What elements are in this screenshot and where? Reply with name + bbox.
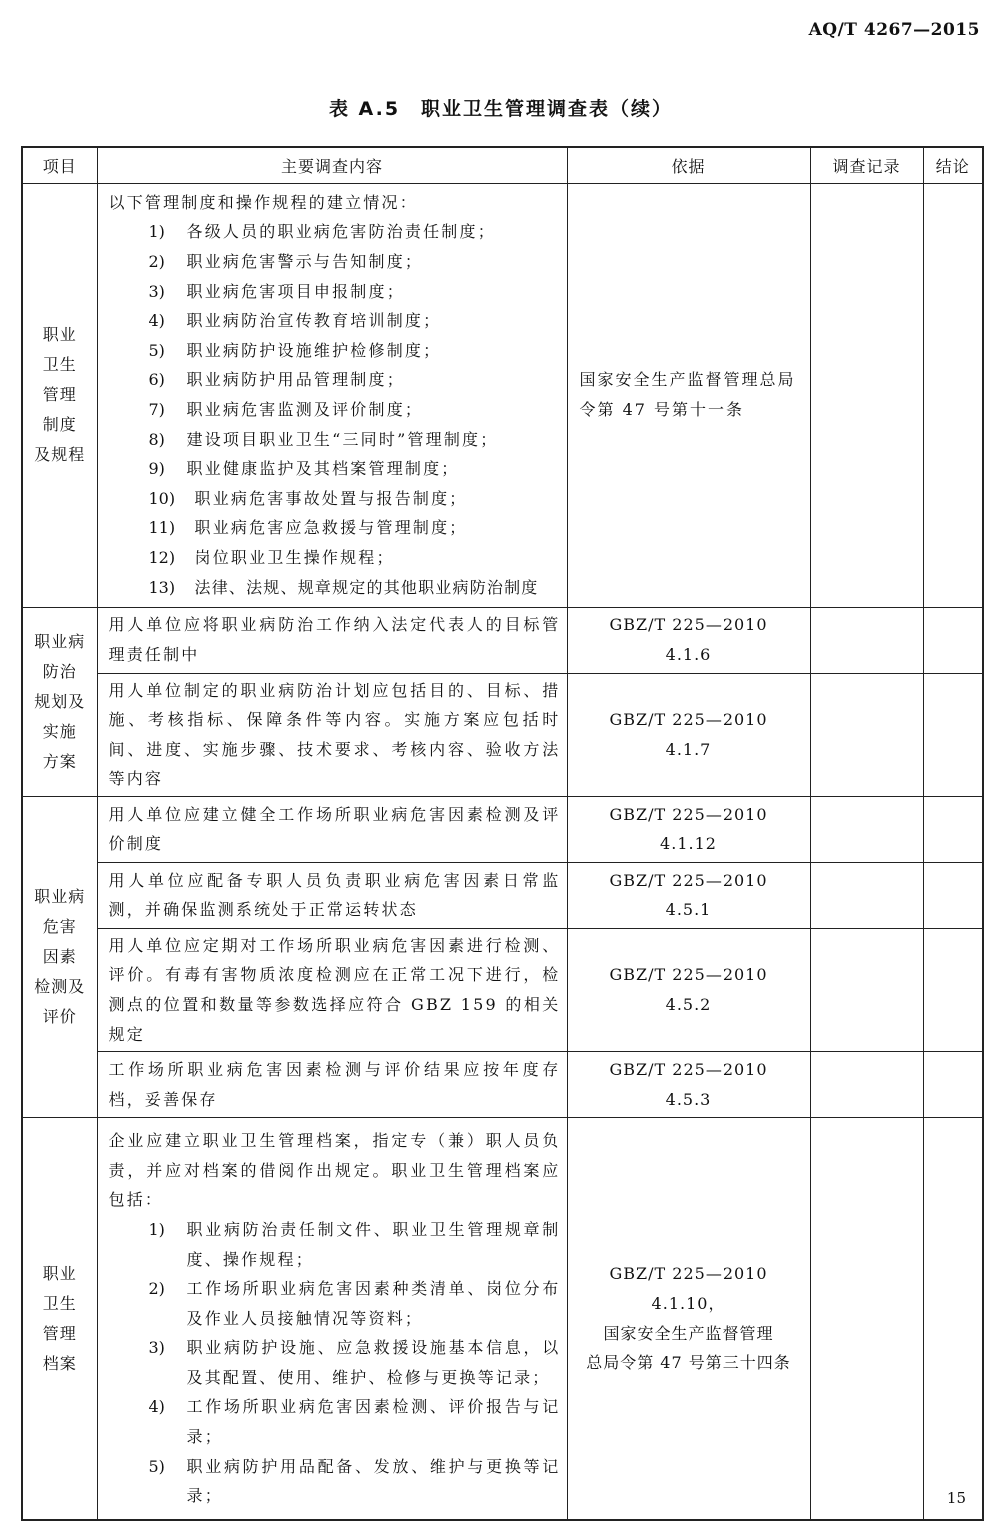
item-label: 职业病 危害 因素 检测及 评价 [34, 887, 86, 1027]
list-text: 岗位职业卫生操作规程； [194, 547, 395, 567]
content-text: 用人单位应将职业病防治工作纳入法定代表人的目标管理责任制中 [108, 615, 561, 664]
content-cell [97, 183, 567, 607]
basis-text: GBZ/T 225—2010 4.1.12 [609, 804, 768, 854]
list-number: 5) [148, 340, 165, 360]
list-item [149, 217, 561, 247]
list-item [149, 1452, 561, 1511]
column-header-basis: 依据 [567, 147, 810, 183]
list-item [149, 1392, 561, 1451]
basis-cell [567, 796, 810, 862]
content-text: 用人单位应定期对工作场所职业病危害因素进行检测、评价。有毒有害物质浓度检测应在正常工况下进行，检测点的位置和数量等参数选择应符合 GBZ 159 的相关规定 [108, 935, 561, 1044]
list-text: 职业健康监护及其档案管理制度； [186, 459, 460, 479]
survey-table [21, 146, 984, 1521]
list-number: 3) [148, 281, 165, 301]
list-item [149, 513, 561, 543]
list-text: 职业病防治宣传教育培训制度； [186, 311, 442, 331]
list-item [149, 543, 561, 573]
list-number: 7) [148, 400, 165, 419]
basis-cell [567, 928, 810, 1051]
content-text: 用人单位应建立健全工作场所职业病危害因素检测及评价制度 [108, 804, 561, 854]
list-item [149, 247, 561, 277]
table-row [22, 673, 983, 796]
content-list [109, 217, 561, 483]
content-cell [97, 796, 567, 862]
list-text: 职业病危害项目申报制度； [186, 281, 405, 301]
list-text: 职业病防护用品管理制度； [186, 370, 405, 390]
column-header-content: 主要调查内容 [97, 147, 567, 183]
item-cell [22, 1118, 97, 1520]
content-intro: 企业应建立职业卫生管理档案，指定专（兼）职人员负责，并应对档案的借阅作出规定。职业卫生管理档案应包括： [108, 1131, 561, 1210]
list-text: 工作场所职业病危害因素检测、评价报告与记录； [186, 1397, 561, 1447]
list-text: 职业病防护用品配备、发放、维护与更换等记录； [186, 1456, 561, 1506]
content-cell [97, 673, 567, 796]
list-item [149, 277, 561, 307]
list-text: 工作场所职业病危害因素种类清单、岗位分布及作业人员接触情况等资料； [186, 1279, 561, 1328]
record-cell [810, 862, 923, 928]
content-cell [97, 1052, 567, 1118]
list-item [149, 365, 561, 395]
conclusion-cell [923, 1052, 983, 1118]
table-row [22, 183, 983, 607]
list-number: 11) [148, 518, 176, 538]
list-number: 6) [148, 370, 165, 390]
list-item [149, 1274, 561, 1333]
item-label: 职业 卫生 管理 制度 及规程 [34, 325, 86, 464]
list-text: 职业病危害事故处置与报告制度； [194, 488, 468, 508]
page-number: 15 [946, 1489, 966, 1507]
list-text: 建设项目职业卫生“三同时”管理制度； [186, 429, 499, 449]
basis-text: GBZ/T 225—2010 4.1.7 [609, 710, 768, 759]
list-text: 职业病防护设施维护检修制度； [186, 340, 442, 360]
list-item [149, 484, 561, 514]
standard-number: AQ/T 4267—2015 [808, 20, 980, 40]
content-cell [97, 1118, 567, 1520]
basis-text: 国家安全生产监督管理总局令第 47 号第十一条 [579, 370, 796, 419]
item-cell [22, 607, 97, 796]
list-text: 职业病危害应急救援与管理制度； [194, 518, 468, 538]
list-number: 2) [148, 252, 165, 272]
record-cell [810, 928, 923, 1051]
list-item [149, 573, 561, 603]
basis-cell [567, 183, 810, 607]
content-intro: 以下管理制度和操作规程的建立情况： [108, 192, 418, 212]
list-item [149, 395, 561, 425]
conclusion-cell [923, 673, 983, 796]
list-number: 4) [148, 1397, 165, 1417]
table-row [22, 1052, 983, 1118]
item-label: 职业病 防治 规划及 实施 方案 [34, 631, 86, 771]
item-cell [22, 183, 97, 607]
content-text: 用人单位制定的职业病防治计划应包括目的、目标、措施、考核指标、保障条件等内容。实施方案应包括时间、进度、实施步骤、技术要求、考核内容、验收方法等内容 [108, 680, 561, 789]
list-number: 3) [148, 1338, 165, 1358]
basis-text: GBZ/T 225—2010 4.1.6 [609, 615, 768, 664]
list-number: 4) [148, 311, 165, 331]
conclusion-cell [923, 796, 983, 862]
conclusion-cell [923, 1118, 983, 1520]
list-text: 各级人员的职业病危害防治责任制度； [186, 222, 496, 242]
basis-text: GBZ/T 225—2010 4.1.10， 国家安全生产监督管理 总局令第 47 号第三十四条 [586, 1264, 791, 1373]
list-item [149, 1215, 561, 1274]
table-header-row [22, 147, 983, 183]
record-cell [810, 183, 923, 607]
basis-cell [567, 673, 810, 796]
conclusion-cell [923, 183, 983, 607]
list-item [149, 306, 561, 336]
basis-cell [567, 862, 810, 928]
list-number: 1) [148, 222, 165, 242]
table-row [22, 928, 983, 1051]
column-header-item: 项目 [22, 147, 97, 183]
list-item [149, 1333, 561, 1392]
list-number: 10) [148, 488, 176, 508]
item-label: 职业 卫生 管理 档案 [42, 1263, 77, 1373]
table-row [22, 862, 983, 928]
basis-cell [567, 1118, 810, 1520]
list-item [149, 336, 561, 366]
list-text: 职业病危害监测及评价制度； [186, 400, 424, 419]
conclusion-cell [923, 928, 983, 1051]
list-text: 法律、法规、规章规定的其他职业病防治制度 [194, 577, 539, 597]
content-cell [97, 928, 567, 1051]
content-list [109, 484, 561, 602]
content-cell [97, 607, 567, 673]
basis-text: GBZ/T 225—2010 4.5.1 [609, 870, 768, 920]
record-cell [810, 1052, 923, 1118]
list-number: 2) [148, 1279, 165, 1299]
list-number: 9) [148, 459, 165, 479]
list-text: 职业病防护设施、应急救援设施基本信息，以及其配置、使用、维护、检修与更换等记录； [186, 1338, 561, 1387]
record-cell [810, 673, 923, 796]
basis-cell [567, 607, 810, 673]
table-title: 表 A.5 职业卫生管理调查表（续） [328, 98, 674, 120]
table-row [22, 796, 983, 862]
list-number: 1) [148, 1219, 165, 1239]
record-cell [810, 1118, 923, 1520]
record-cell [810, 796, 923, 862]
list-number: 12) [148, 547, 176, 567]
list-text: 职业病防治责任制文件、职业卫生管理规章制度、操作规程； [186, 1219, 561, 1269]
content-list [109, 1215, 561, 1511]
conclusion-cell [923, 862, 983, 928]
content-cell [97, 862, 567, 928]
content-text: 工作场所职业病危害因素检测与评价结果应按年度存档，妥善保存 [108, 1060, 561, 1109]
conclusion-cell [923, 607, 983, 673]
column-header-record: 调查记录 [810, 147, 923, 183]
content-text: 用人单位应配备专职人员负责职业病危害因素日常监测，并确保监测系统处于正常运转状态 [108, 870, 561, 920]
record-cell [810, 607, 923, 673]
item-cell [22, 796, 97, 1117]
list-number: 13) [148, 577, 176, 597]
basis-cell [567, 1052, 810, 1118]
list-text: 职业病危害警示与告知制度； [186, 252, 424, 272]
basis-text: GBZ/T 225—2010 4.5.3 [609, 1060, 768, 1109]
list-number: 8) [148, 429, 165, 449]
basis-text: GBZ/T 225—2010 4.5.2 [609, 965, 768, 1015]
list-number: 5) [148, 1456, 165, 1476]
list-item [149, 425, 561, 455]
table-row [22, 1118, 983, 1520]
table-row [22, 607, 983, 673]
column-header-conclusion: 结论 [923, 147, 983, 183]
list-item [149, 454, 561, 484]
